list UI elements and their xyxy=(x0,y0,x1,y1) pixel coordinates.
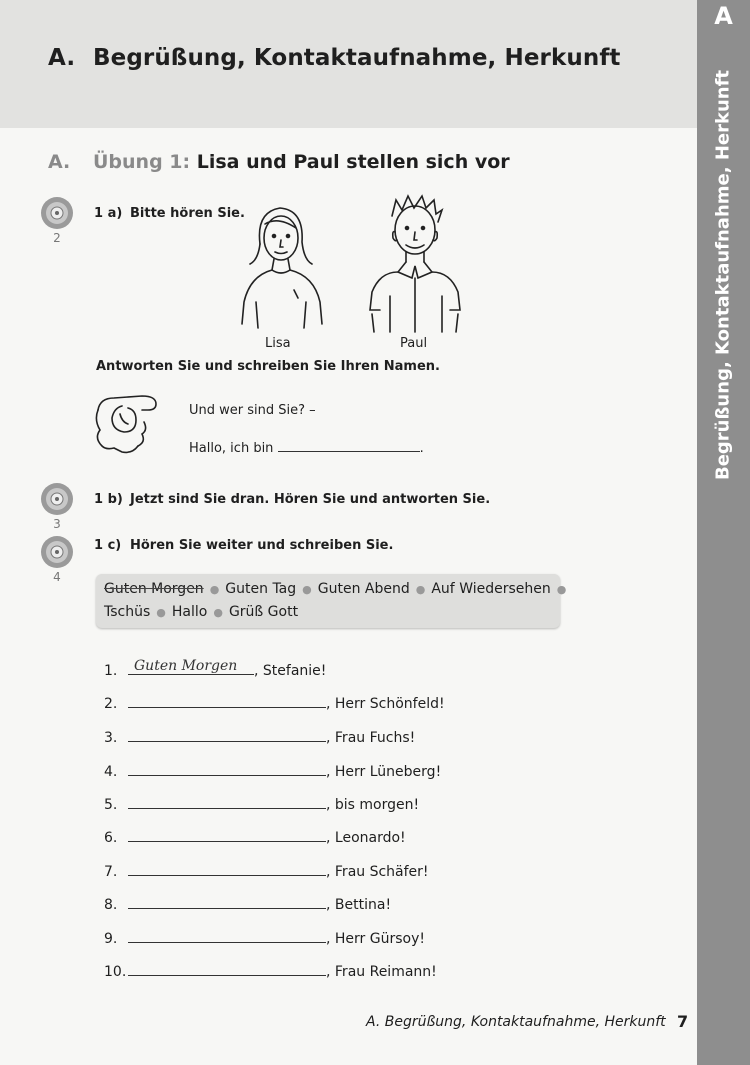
task-1a: 1 a) Bitte hören Sie. xyxy=(94,206,245,221)
answer-field[interactable] xyxy=(128,928,326,943)
chapter-title-text: Begrüßung, Kontaktaufnahme, Herkunft xyxy=(93,45,621,71)
exercise-item: 1. Guten Morgen , Stefanie! xyxy=(104,658,327,679)
word-bank-item: Auf Wiedersehen xyxy=(431,581,551,597)
word-bank-item: Guten Morgen xyxy=(104,581,204,597)
answer-field[interactable] xyxy=(128,727,326,742)
word-bank-item: Grüß Gott xyxy=(228,604,299,620)
exercise-letter: A. xyxy=(48,151,71,173)
exercise-item: 8. , Bettina! xyxy=(104,894,391,914)
exercise-item: 2. , Herr Schönfeld! xyxy=(104,693,445,713)
exercise-item: 4. , Herr Lüneberg! xyxy=(104,761,441,781)
name-answer-field[interactable] xyxy=(278,437,420,452)
audio-cd-icon[interactable] xyxy=(40,535,74,569)
exercise-heading: Lisa und Paul stellen sich vor xyxy=(196,151,510,173)
word-bank-item: Tschüs xyxy=(104,604,151,620)
cd-track-number: 4 xyxy=(53,570,61,584)
cd-track-number: 3 xyxy=(53,517,61,531)
cd-track-number: 2 xyxy=(53,231,61,245)
lisa-label: Lisa xyxy=(265,336,291,351)
handwritten-answer: Guten Morgen xyxy=(134,658,238,674)
side-tab-letter: A xyxy=(714,2,733,30)
paul-illustration xyxy=(362,192,472,334)
task-1b: 1 b) Jetzt sind Sie dran. Hören Sie und antworten Sie. xyxy=(94,492,491,507)
footer-chapter-title: A. Begrüßung, Kontaktaufnahme, Herkunft xyxy=(366,1014,666,1030)
answer-field[interactable] xyxy=(128,894,326,909)
word-bank-item: Guten Abend xyxy=(317,581,410,597)
side-tab-title: Begrüßung, Kontaktaufnahme, Herkunft xyxy=(712,69,734,481)
pointing-hand-icon xyxy=(92,390,162,460)
chapter-letter: A. xyxy=(48,45,76,71)
page-number: 7 xyxy=(677,1012,689,1031)
answer-field[interactable] xyxy=(128,861,326,876)
answer-field[interactable] xyxy=(128,761,326,776)
word-bank-item: Hallo xyxy=(171,604,208,620)
word-bank xyxy=(96,574,567,628)
dialog-answer: Hallo, ich bin . xyxy=(189,437,424,456)
chapter-title xyxy=(48,45,621,71)
exercise-item: 9. , Herr Gürsoy! xyxy=(104,928,425,948)
audio-cd-icon[interactable] xyxy=(40,482,74,516)
dialog-question: Und wer sind Sie? – xyxy=(189,403,316,418)
word-bank-row: Tschüs ● Hallo ● Grüß Gott xyxy=(104,604,299,620)
task-1c: 1 c) Hören Sie weiter und schreiben Sie. xyxy=(94,538,394,553)
exercise-item: 10. , Frau Reimann! xyxy=(104,961,437,981)
audio-cd-icon[interactable] xyxy=(40,196,74,230)
exercise-item: 7. , Frau Schäfer! xyxy=(104,861,429,881)
answer-field[interactable] xyxy=(128,794,326,809)
side-tab xyxy=(697,0,750,1065)
answer-field[interactable] xyxy=(128,693,326,708)
instruction-text: Antworten Sie und schreiben Sie Ihren Namen. xyxy=(96,359,440,374)
exercise-item: 6. , Leonardo! xyxy=(104,827,406,847)
answer-field[interactable] xyxy=(128,827,326,842)
word-bank-row: Guten Morgen ● Guten Tag ● Guten Abend ● Auf Wiedersehen ● xyxy=(104,581,567,597)
lisa-illustration xyxy=(232,202,328,332)
paul-label: Paul xyxy=(400,336,428,351)
exercise-number: Übung 1: xyxy=(93,151,191,173)
exercise-item: 5. , bis morgen! xyxy=(104,794,419,814)
exercise-title xyxy=(48,151,510,173)
word-bank-item: Guten Tag xyxy=(225,581,297,597)
answer-field[interactable] xyxy=(128,660,254,675)
exercise-item: 3. , Frau Fuchs! xyxy=(104,727,415,747)
answer-field[interactable] xyxy=(128,961,326,976)
